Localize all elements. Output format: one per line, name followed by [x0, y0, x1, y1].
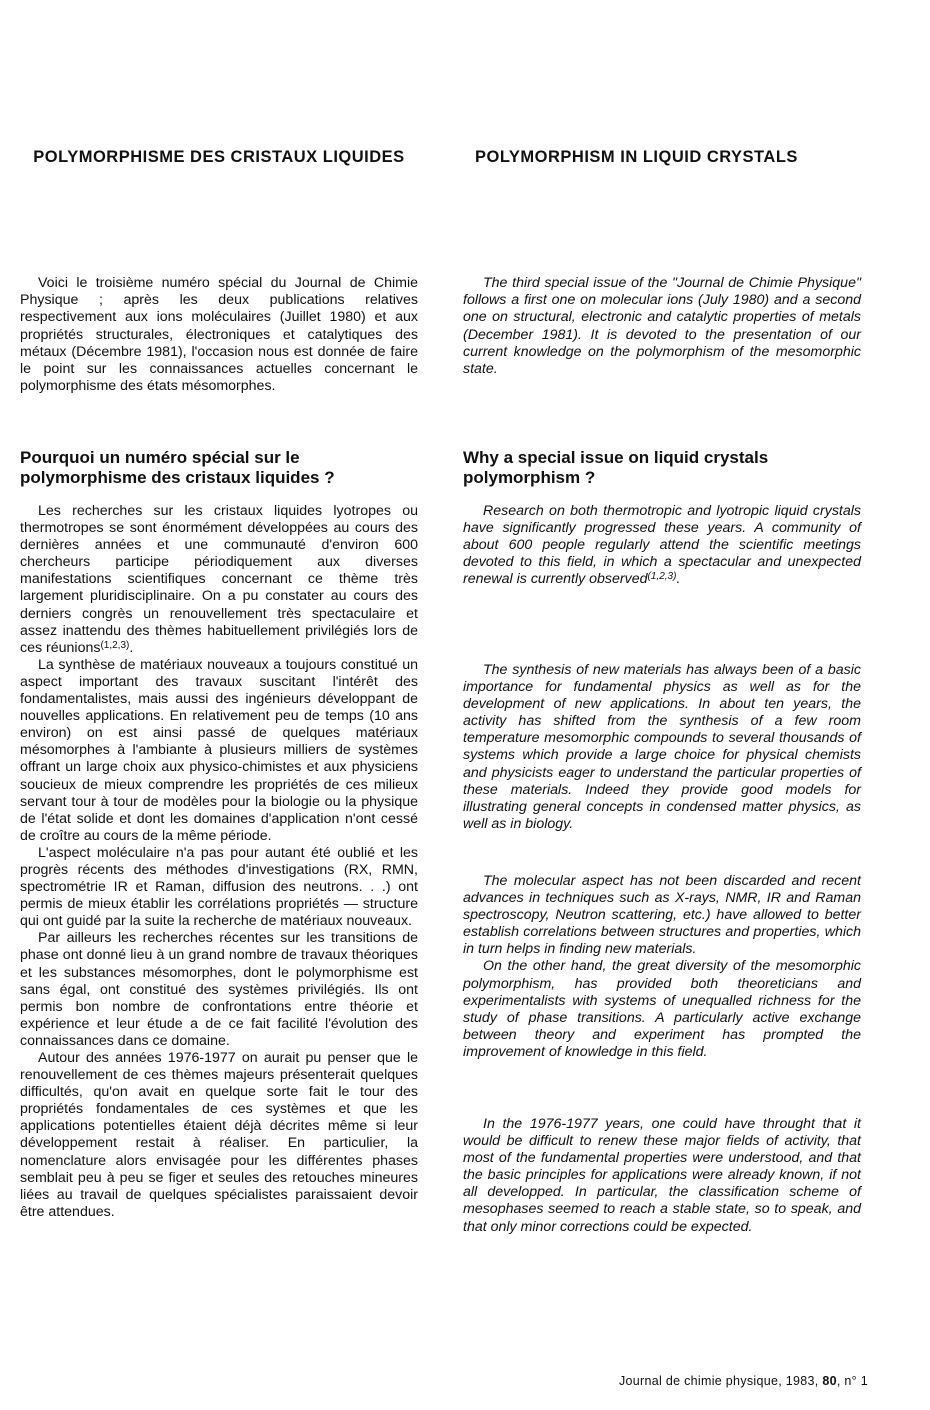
- footer-volume: 80: [822, 1374, 837, 1388]
- citation-refs: (1,2,3): [100, 639, 130, 651]
- footer-issue: , n° 1: [836, 1374, 868, 1388]
- french-paragraph-text: Les recherches sur les cristaux liquides lyotropes ou thermotropes se sont énormément développées au cours des dernières années et une communauté d'environ 600 chercheurs participe périodiquement aux diverses manifestations scientifiques concernant ce thème très largement pluridisciplinaire. On a pu constater au cours des derniers congrès un renouvellement très spectaculaire et assez inattendu des thèmes habituellement privilégiés lors de ces réunions: [20, 503, 418, 656]
- english-paragraph-text: On the other hand, the great diversity of the mesomorphic polymorphism, has provided both theoreticians and experimentalists with systems of unequalled richness for the study of phase transitions. A particularly active exchange between theory and experiment has prompted the improvement of knowledge in this field.: [463, 958, 861, 1060]
- english-paragraph: [463, 873, 861, 1061]
- english-paragraph: [463, 1116, 861, 1236]
- french-paragraph: La synthèse de matériaux nouveaux a toujours constitué un aspect important des travaux suscitant l'intérêt des fondamentalistes, mais aussi des ingénieurs développant de nouvelles applications. En relativement peu de temps (10 ans environ) on est ainsi passé de quelques matériaux mésomorphes à l'ambiante à plusieurs milliers de systèmes offrant un large choix aux physico-chimistes et aux physiciens soucieux de mieux comprendre les propriétés de ces milieux servant tour à tour de modèles pour la biologie ou la physique de l'état solide et dont les domaines d'application n'ont cessé de croître au cours de la même période.: [20, 656, 418, 844]
- english-paragraph-text: [463, 503, 861, 588]
- english-section-heading: Why a special issue on liquid crystals polymorphism ?: [463, 448, 769, 487]
- french-intro: Voici le troisième numéro spécial du Journal de Chimie Physique ; après les deux publications relatives respectivement aux ions moléculaires (Juillet 1980) et aux propriétés structurales, électroniques et catalytiques des métaux (Décembre 1981), l'occasion nous est donnée de faire le point sur les connaissances actuelles concernant le polymorphisme des états mésomorphes.: [20, 275, 418, 395]
- english-paragraph-end: .: [676, 571, 681, 588]
- french-section-heading: Pourquoi un numéro spécial sur le polymorphisme des cristaux liquides ?: [20, 448, 335, 487]
- english-paragraph: [463, 662, 861, 833]
- journal-footer: [619, 1374, 868, 1388]
- french-paragraph: [20, 503, 418, 657]
- french-paragraph-end: .: [129, 639, 134, 656]
- english-paragraph-body: Research on both thermotropic and lyotropic liquid crystals have significantly progressed these years. A community of about 600 people regularly attend the scientific meetings devoted to this field, in which a spectacular and unexpected renewal is currently observed: [463, 503, 861, 588]
- citation-refs: (1,2,3): [647, 571, 677, 583]
- french-paragraph: Autour des années 1976-1977 on aurait pu penser que le renouvellement de ces thèmes majeurs présenterait quelques difficultés, qu'on avait en quelque sorte fait le tour des propriétés fondamentales de ces systèmes et que les applications potentielles étaient déjà décrites même si leur développement restait à réaliser. En particulier, la nomenclature alors envisagée pour les différentes phases semblait peu à peu se figer et seules des retouches mineures liées au travail de quelques spécialistes paraissaient devoir être attendues.: [20, 1050, 418, 1220]
- footer-journal: Journal de chimie physique, 1983,: [618, 1374, 819, 1388]
- english-paragraph: [463, 503, 861, 588]
- english-paragraph-text: In the 1976-1977 years, one could have throught that it would be difficult to renew these major fields of activity, that most of the fundamental properties were understood, and that the basic principles for applications were already known, if not all developped. In particular, the classification scheme of mesophases seemed to reach a stable state, so to speak, and that only minor corrections could be expected.: [463, 1116, 861, 1235]
- english-paragraph-text: The molecular aspect has not been discarded and recent advances in techniques such as X-rays, NMR, IR and Raman spectroscopy, Neutron scattering, etc.) have allowed to better establish correlations between structures and properties, which in turn helps in finding new materials.: [463, 873, 861, 958]
- english-title: POLYMORPHISM IN LIQUID CRYSTALS: [475, 148, 798, 166]
- french-body: [20, 503, 418, 1221]
- english-intro: The third special issue of the "Journal de Chimie Physique" follows a first one on molecular ions (July 1980) and a second one on structural, electronic and catalytic properties of metals (December 1981). It is devoted to the presentation of our current knowledge on the polymorphism of the mesomorphic state.: [463, 275, 861, 378]
- french-paragraph: Par ailleurs les recherches récentes sur les transitions de phase ont donné lieu à un grand nombre de travaux théoriques et les substances mésomorphes, dont le polymorphisme est sans égal, ont constitué des systèmes privilégiés. Ils ont permis bon nombre de confrontations entre théorie et expérience et leur étude a de ce fait facilité l'évolution des connaissances dans ce domaine.: [20, 930, 418, 1049]
- french-paragraph: L'aspect moléculaire n'a pas pour autant été oublié et les progrès récents des méthodes d'investigations (RX, RMN, spectrométrie IR et Raman, diffusion des neutrons. . .) ont permis de mieux établir les corrélations propriétés — structure qui ont guidé par la suite la recherche de matériaux nouveaux.: [20, 844, 418, 930]
- english-paragraph-text: The synthesis of new materials has always been of a basic importance for fundamental physics as well as for the development of new applications. In about ten years, the activity has shifted from the synthesis of a few room temperature mesomorphic compounds to several thousands of systems which provide a large choice for physical chemists and physicists eager to understand the particular properties of these materials. Indeed they provide good models for illustrating general concepts in condensed matter physics, as well as in biology.: [463, 662, 861, 832]
- french-title: POLYMORPHISME DES CRISTAUX LIQUIDES: [33, 148, 405, 166]
